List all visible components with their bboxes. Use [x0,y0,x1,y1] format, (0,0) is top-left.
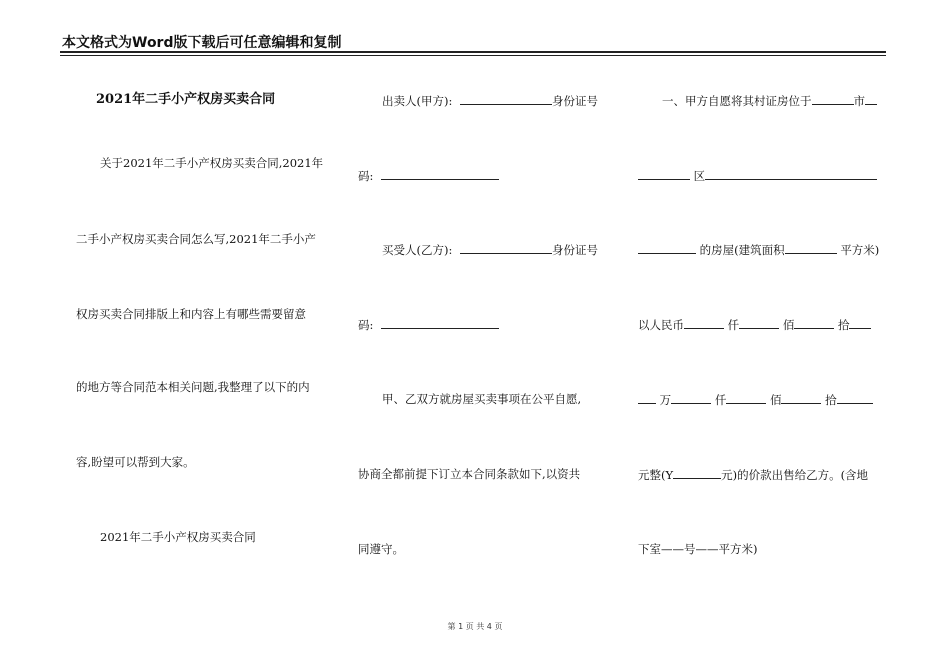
clause-text: 佰 [769,393,782,407]
body-line: 协商全都前提下订立本合同条款如下,以资共 [358,467,581,481]
seller-id-line [358,168,499,183]
clause-text: 平方米) [840,243,880,257]
buyer-name-blank [460,242,552,254]
page-footer: 第 1 页 共 4 页 [447,622,503,631]
clause-line-5 [638,392,873,407]
body-line: 关于2021年二手小产权房买卖合同,2021年 [100,156,324,170]
body-line: 二手小产权房买卖合同怎么写,2021年二手小产 [76,232,316,246]
blank-field [739,317,779,329]
buyer-line [382,242,598,257]
blank-field [785,242,837,254]
clause-text: 区 [693,169,706,183]
blank-field [638,242,696,254]
clause-text: 拾 [837,318,850,332]
clause-text: 仟 [727,318,740,332]
header-rule-thick [60,51,886,53]
blank-field [638,168,690,180]
buyer-id-line [358,317,499,332]
contract-title: 2021年二手小产权房买卖合同 [96,92,276,107]
body-line: 容,盼望可以帮到大家。 [76,455,195,469]
blank-field [837,392,873,404]
buyer-label: 买受人(乙方): [382,243,453,257]
clause-line-6 [638,467,868,482]
clause-text: 市 [853,94,865,108]
blank-field [684,317,724,329]
seller-id-blank [381,168,499,180]
document-header: 本文格式为Word版下载后可任意编辑和复制 [62,35,342,51]
clause-text: 以人民币 [638,318,684,332]
blank-field [673,467,721,479]
clause-text: 元整(Y [638,468,674,482]
header-rule-thin [60,55,886,56]
blank-field [705,168,877,180]
body-line: 甲、乙双方就房屋买卖事项在公平自愿, [382,392,582,406]
blank-field [812,93,854,105]
seller-line [382,93,598,108]
blank-field [726,392,766,404]
clause-text: 佰 [782,318,795,332]
body-line: 的地方等合同范本相关问题,我整理了以下的内 [76,380,310,394]
buyer-id-blank [381,317,499,329]
clause-line-1 [662,93,877,108]
clause-line-7: 下室——号——平方米) [638,542,758,556]
id-number-label: 身份证号 [552,243,599,257]
clause-text: 元)的价款出售给乙方。(含地 [721,468,869,482]
blank-field [865,93,877,105]
body-subtitle: 2021年二手小产权房买卖合同 [100,530,256,544]
clause-text: 一、甲方自愿将其村证房位于 [662,94,812,108]
blank-field [638,392,656,404]
code-label: 码: [358,318,374,332]
body-line: 同遵守。 [358,542,404,556]
clause-text: 万 [659,393,672,407]
clause-line-3 [638,242,879,257]
seller-name-blank [460,93,552,105]
clause-text: 的房屋(建筑面积 [699,243,785,257]
blank-field [794,317,834,329]
body-line: 权房买卖合同排版上和内容上有哪些需要留意 [76,307,306,321]
clause-text: 拾 [825,393,837,407]
clause-line-2 [638,168,877,183]
blank-field [849,317,871,329]
id-number-label: 身份证号 [552,94,599,108]
blank-field [671,392,711,404]
blank-field [781,392,821,404]
clause-text: 仟 [714,393,727,407]
seller-label: 出卖人(甲方): [382,94,453,108]
code-label: 码: [358,169,374,183]
clause-line-4 [638,317,871,332]
